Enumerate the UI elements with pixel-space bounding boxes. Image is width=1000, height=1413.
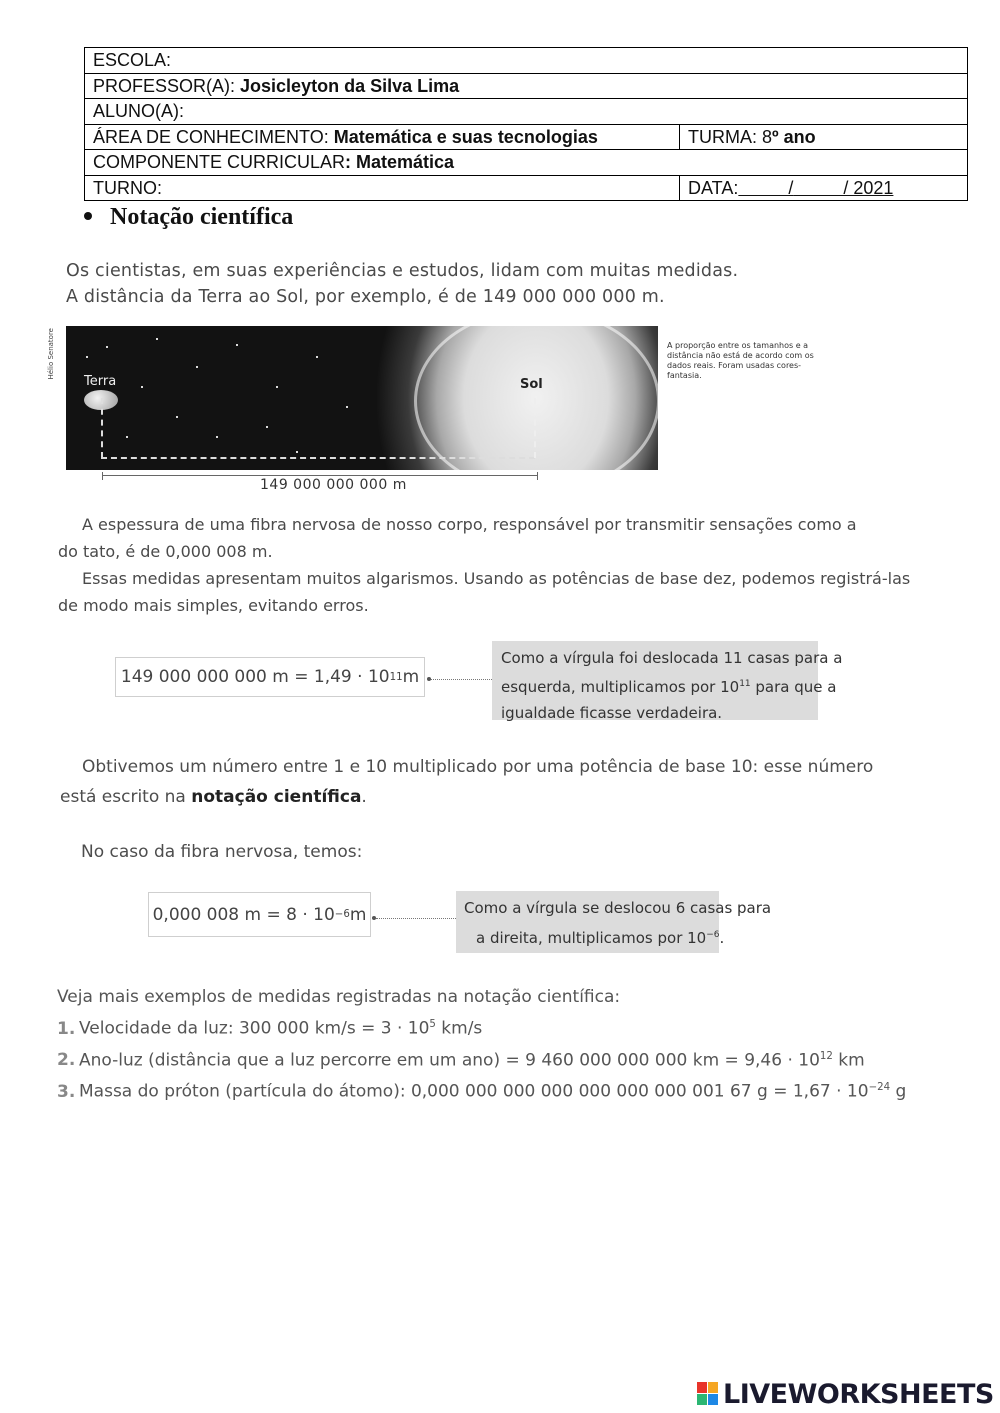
componente-row: COMPONENTE CURRICULAR: Matemática (85, 150, 968, 176)
bullet-icon (84, 212, 92, 220)
list-item: 3. Massa do próton (partícula do átomo): 0,000 000 000 000 000 000 000 001 67 $g = 1,67 \cdot 10^{-24}$ g (57, 1081, 907, 1102)
liveworksheets-icon (697, 1382, 719, 1406)
sun-label: Sol (520, 377, 543, 392)
turno-cell: TURNO: (85, 175, 680, 201)
fibra-paragraph: A espessura de uma fibra nervosa de nosso corpo, responsável por transmitir sensações como a do tato, é de 0,000 008 m. Essas medidas apresentam muitos algarismos. Usando as potências de base dez, podemos registrá-las de modo mais simples, evitando erros. (58, 515, 911, 615)
figure-note: A proporção entre os tamanhos e a distância não está de acordo com os dados reais. Foram usadas cores-fantasia. (667, 341, 814, 380)
turma-cell: TURMA: 8º ano (680, 124, 968, 150)
professor-row: PROFESSOR(A): Josicleyton da Silva Lima (85, 73, 968, 99)
note-example-2: Como a vírgula se deslocou 6 casas para a direita, multiplicamos por $10^{-6}$. (456, 891, 719, 953)
more-examples: Veja mais exemplos de medidas registradas na notação científica: 1. Velocidade da luz: 300 000 $km/s = 3 \cdot 10^5$ km/s 2. Ano-luz (distância que a luz percorre em um ano) = 9 460 000 000 000 km = $9,46 \cdot 10^{12}$ km 3. Massa do próton (partícula do átomo): 0,000 000 000 000 000 000 000 001 67 $g = 1,67 \cdot 10^{-24}$ g (57, 983, 906, 1106)
liveworksheets-logo[interactable] (697, 1378, 994, 1410)
figure-credit: Hélio Senatore (47, 328, 55, 380)
formula-example-1: 149 000 000 000 m = 1,49 · 10 11 m (115, 657, 425, 697)
header-table (84, 47, 968, 201)
formula-example-2: 0,000 008 m = 8 · 10 −6 m (148, 892, 371, 937)
earth-sun-figure (66, 326, 658, 470)
logo-text: LIVEWORKSHEETS (723, 1378, 994, 1410)
sun-icon (414, 326, 658, 470)
intro-paragraph: Os cientistas, em suas experiências e estudos, lidam com muitas medidas. A distância da Terra ao Sol, por exemplo, é de 149 000 000 000 m. (66, 261, 739, 307)
escola-row: ESCOLA: (85, 48, 968, 74)
conclusion-paragraph: Obtivemos um número entre 1 e 10 multiplicado por uma potência de base 10: esse número está escrito na notação científica. (60, 757, 874, 807)
distance-label: 149 000 000 000 m (260, 477, 407, 493)
area-cell: ÁREA DE CONHECIMENTO: Matemática e suas tecnologias (85, 124, 680, 150)
note-example-1: Como a vírgula foi deslocada 11 casas para a esquerda, multiplicamos por $10^{11}$ para que a igualdade ficasse verdadeira. (492, 641, 818, 720)
fibra-case-text: No caso da fibra nervosa, temos: (81, 842, 363, 862)
data-cell: DATA: / / 2021 (680, 175, 968, 201)
distance-line (102, 475, 538, 476)
aluno-row: ALUNO(A): (85, 99, 968, 125)
list-item: 2. Ano-luz (distância que a luz percorre em um ano) = 9 460 000 000 000 km = $9,46 \cdot 10^{12}$ km (57, 1050, 865, 1071)
list-item: 1. Velocidade da luz: 300 000 $km/s = 3 \cdot 10^5$ km/s (57, 1018, 483, 1039)
section-title: Notação científica (80, 204, 293, 231)
earth-label: Terra (84, 374, 117, 389)
